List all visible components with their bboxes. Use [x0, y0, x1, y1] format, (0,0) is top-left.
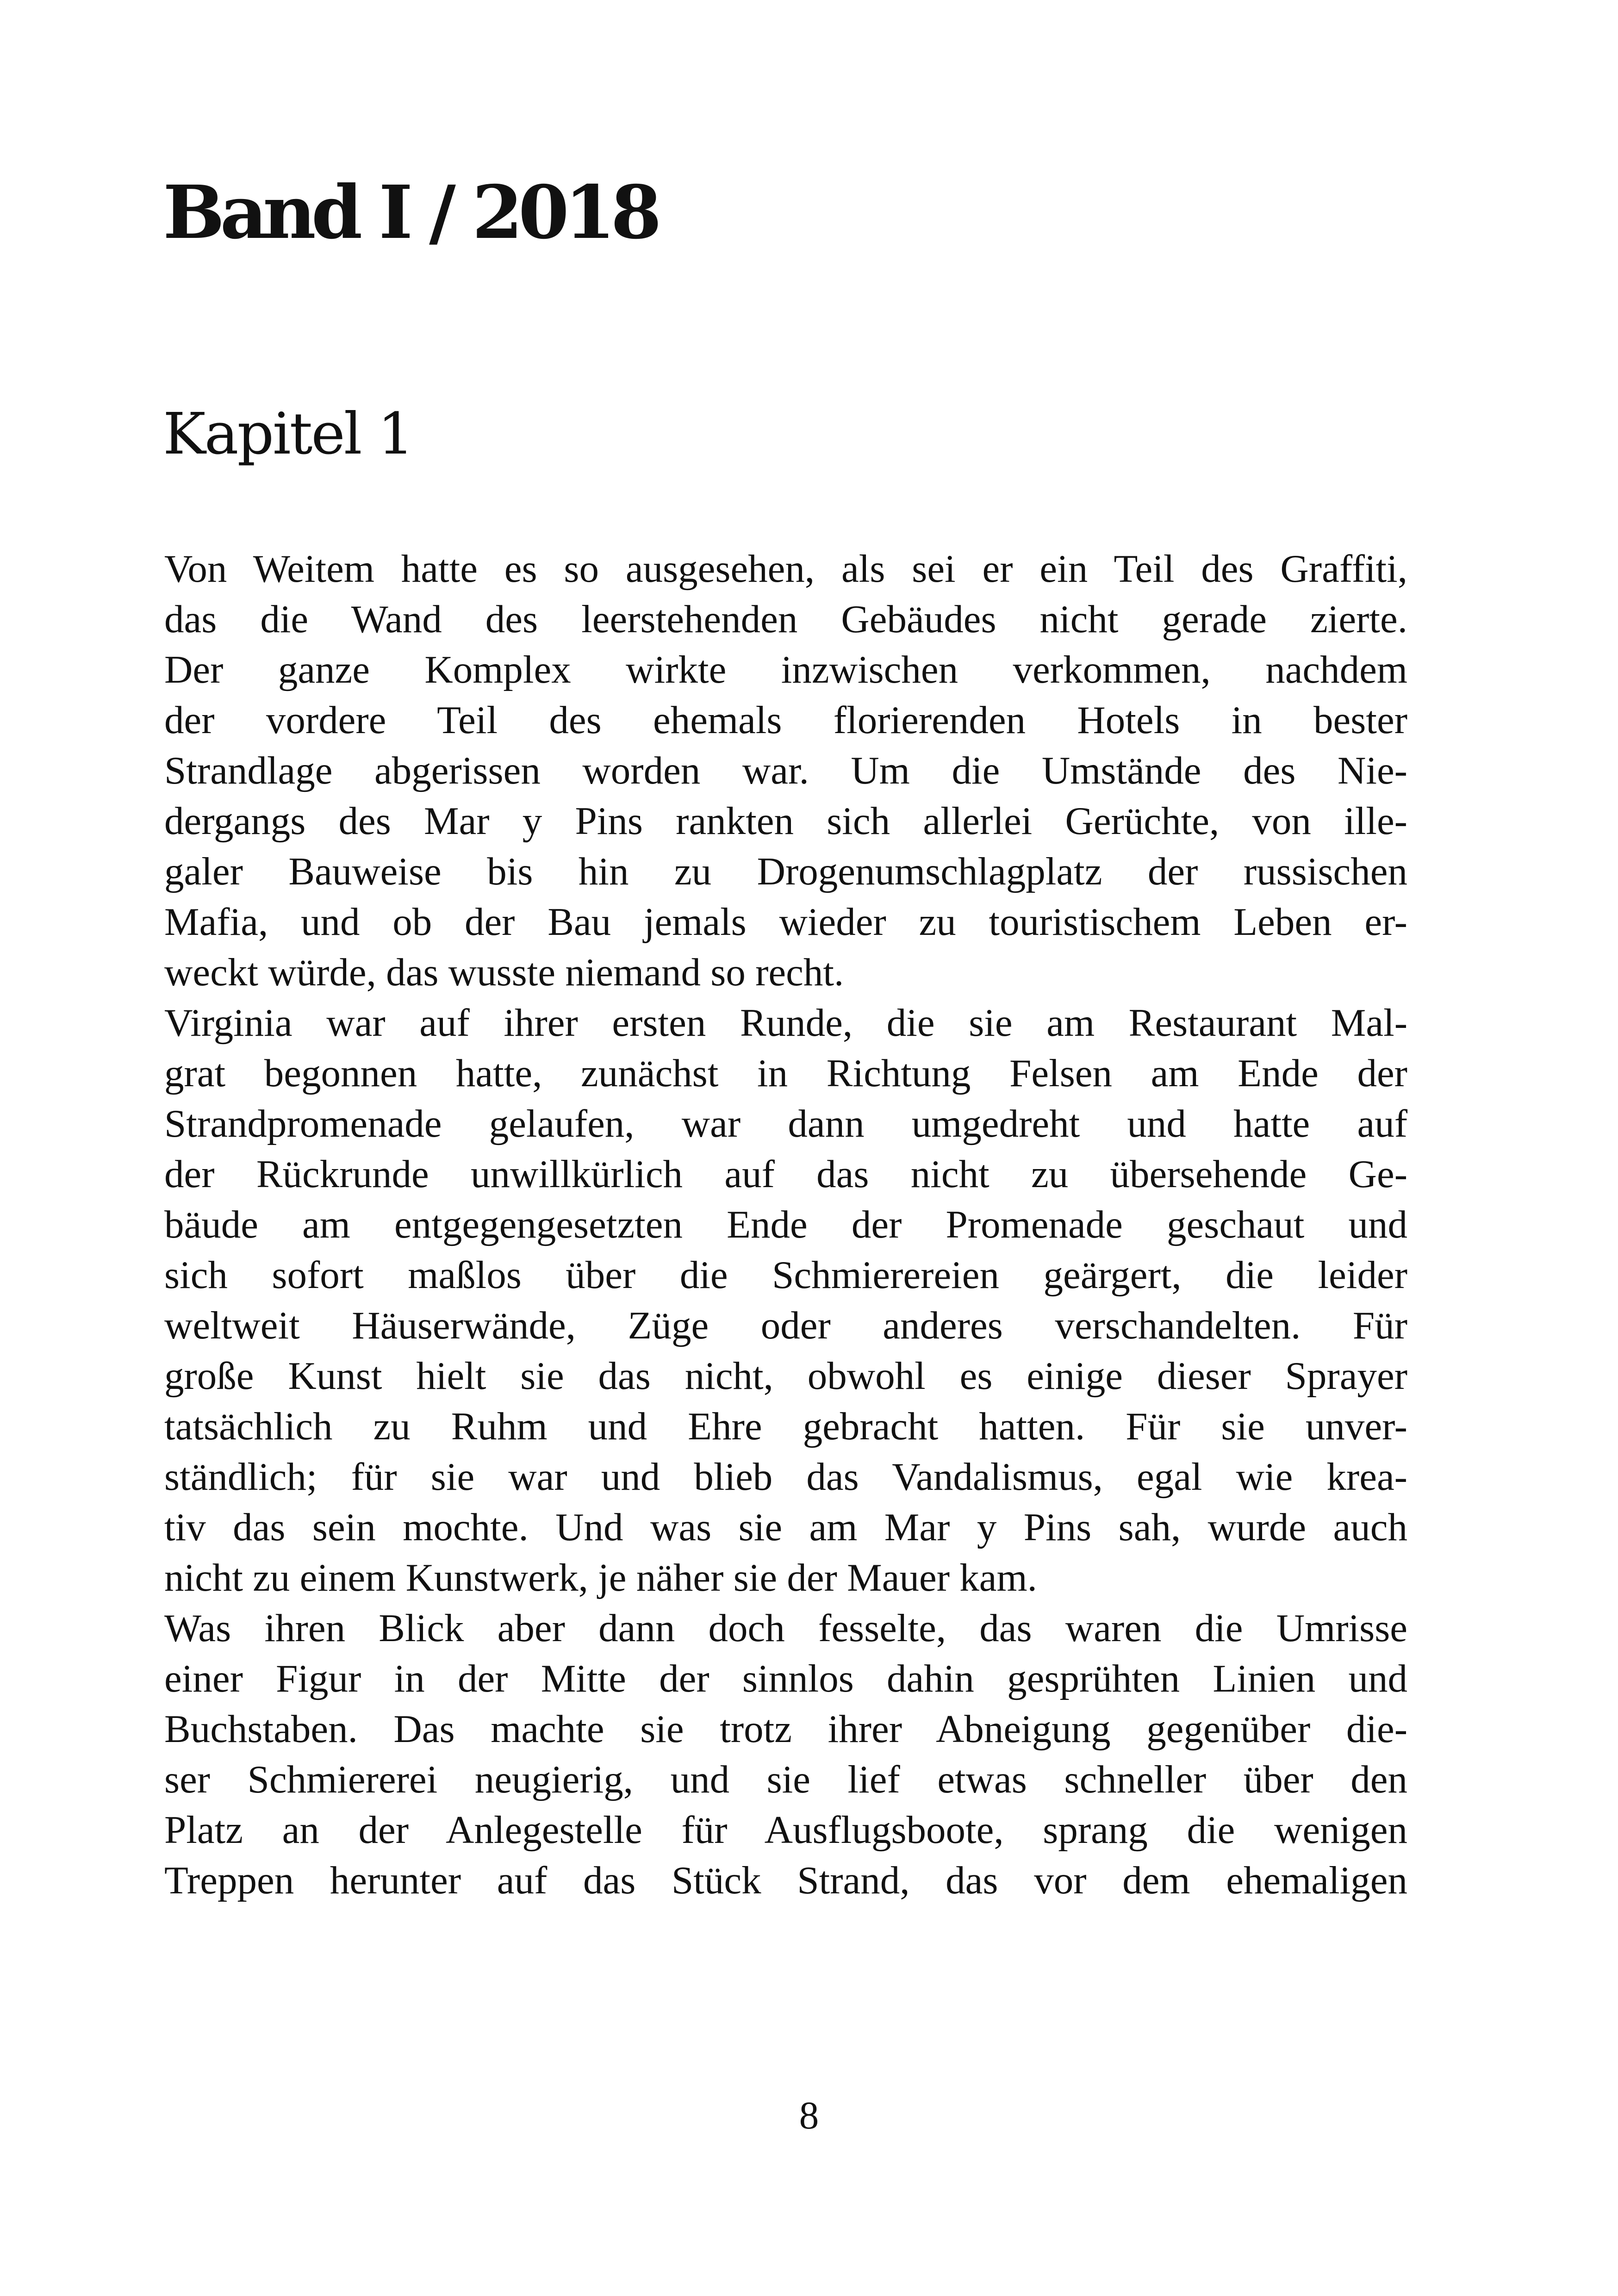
text-line: Strandlage abgerissen worden war. Um die Umstände des Nie- [164, 749, 1407, 792]
text-line: Buchstaben. Das machte sie trotz ihrer Abneigung gegenüber die- [164, 1707, 1407, 1751]
text-line: weltweit Häuserwände, Züge oder anderes verschandelten. Für [164, 1304, 1407, 1347]
chapter-title: Kapitel 1 [163, 401, 413, 467]
text-line: grat begonnen hatte, zunächst in Richtung Felsen am Ende der [164, 1052, 1407, 1095]
text-line: Der ganze Komplex wirkte inzwischen verkommen, nachdem [164, 648, 1407, 691]
text-line: galer Bauweise bis hin zu Drogenumschlagplatz der russischen [164, 850, 1407, 893]
text-line: nicht zu einem Kunstwerk, je näher sie der Mauer kam. [164, 1556, 1037, 1599]
band-title: Band I / 2018 [163, 170, 657, 255]
text-line: dergangs des Mar y Pins rankten sich allerlei Gerüchte, von ille- [164, 799, 1407, 843]
text-line: ständlich; für sie war und blieb das Vandalismus, egal wie krea- [164, 1455, 1407, 1499]
text-line: der vordere Teil des ehemals florierenden Hotels in bester [164, 698, 1407, 742]
text-line: sich sofort maßlos über die Schmierereien geärgert, die leider [164, 1253, 1407, 1297]
page-number: 8 [799, 2094, 819, 2137]
body-text [164, 544, 1407, 1906]
text-line: Mafia, und ob der Bau jemals wieder zu touristischem Leben er- [164, 900, 1407, 944]
text-line: der Rückrunde unwillkürlich auf das nicht zu übersehende Ge- [164, 1152, 1407, 1196]
text-line: das die Wand des leerstehenden Gebäudes nicht gerade zierte. [164, 597, 1407, 641]
text-line: Was ihren Blick aber dann doch fesselte, das waren die Umrisse [164, 1606, 1407, 1650]
text-line: Von Weitem hatte es so ausgesehen, als sei er ein Teil des Graffiti, [164, 547, 1407, 591]
text-line: Treppen herunter auf das Stück Strand, das vor dem ehemaligen [164, 1859, 1407, 1902]
text-line: tiv das sein mochte. Und was sie am Mar y Pins sah, wurde auch [164, 1506, 1407, 1549]
text-line: Platz an der Anlegestelle für Ausflugsboote, sprang die wenigen [164, 1808, 1407, 1852]
text-line: große Kunst hielt sie das nicht, obwohl es einige dieser Sprayer [164, 1354, 1407, 1398]
text-line: Virginia war auf ihrer ersten Runde, die sie am Restaurant Mal- [164, 1001, 1407, 1045]
text-line: ser Schmiererei neugierig, und sie lief etwas schneller über den [164, 1758, 1407, 1801]
text-line: Strandpromenade gelaufen, war dann umgedreht und hatte auf [164, 1102, 1407, 1145]
text-line: bäude am entgegengesetzten Ende der Promenade geschaut und [164, 1203, 1407, 1246]
text-line: weckt würde, das wusste niemand so recht. [164, 951, 844, 994]
text-line: einer Figur in der Mitte der sinnlos dahin gesprühten Linien und [164, 1657, 1407, 1700]
text-line: tatsächlich zu Ruhm und Ehre gebracht hatten. Für sie unver- [164, 1405, 1407, 1448]
